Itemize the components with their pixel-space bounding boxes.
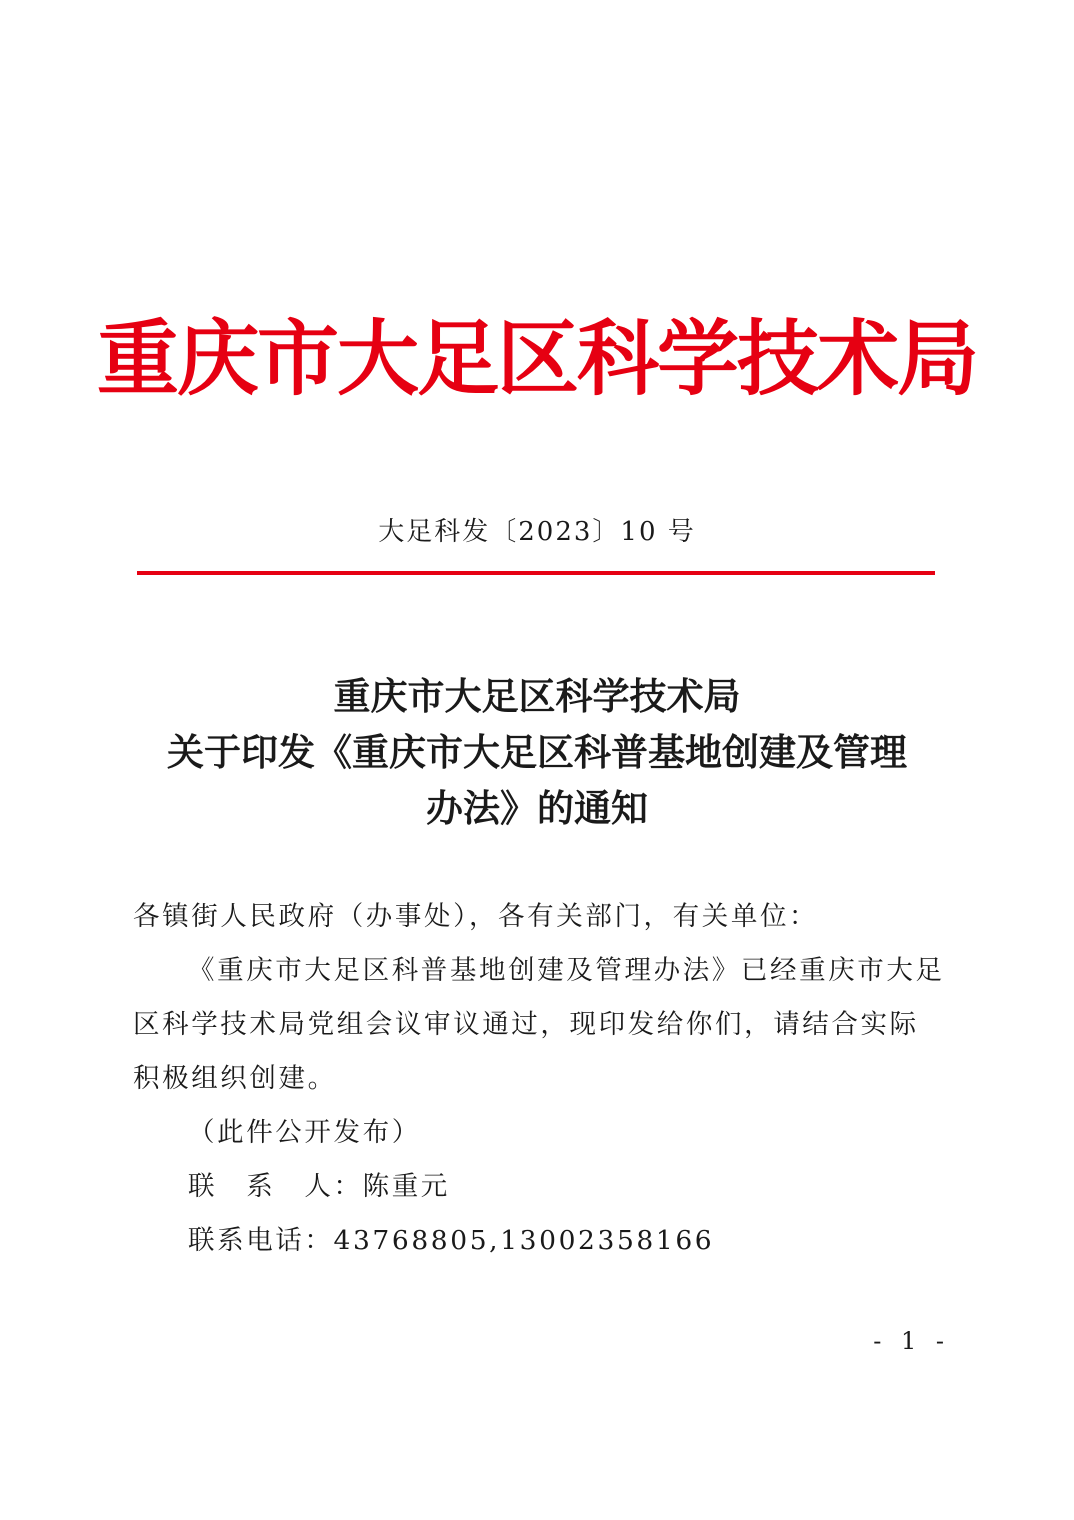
red-divider xyxy=(137,571,935,575)
title-line-2: 关于印发《重庆市大足区科普基地创建及管理 xyxy=(167,730,907,774)
org-header: 重庆市大足区科学技术局 xyxy=(96,312,977,407)
salutation: 各镇街人民政府（办事处），各有关部门，有关单位： xyxy=(133,901,819,932)
document-number: 大足科发〔2023〕10 号 xyxy=(378,517,696,547)
contact-phone xyxy=(133,1214,945,1268)
title-line-1: 重庆市大足区科学技术局 xyxy=(333,674,741,718)
publication-note: （此件公开发布） xyxy=(188,1117,421,1148)
phone-label: 联系电话： xyxy=(188,1225,334,1256)
document-body xyxy=(133,890,945,1268)
contact-person xyxy=(133,1160,945,1214)
contact-label: 联 系 人： xyxy=(188,1171,363,1202)
phone-numbers: 43768805,13002358166 xyxy=(333,1225,715,1256)
title-line-3: 办法》的通知 xyxy=(426,786,648,830)
main-paragraph: 《重庆市大足区科普基地创建及管理办法》已经重庆市大足区科学技术局党组会议审议通过，现印发给你们，请结合实际积极组织创建。 xyxy=(133,955,945,1094)
page-number: - 1 - xyxy=(873,1327,950,1355)
document-title xyxy=(110,668,964,836)
contact-name: 陈重元 xyxy=(362,1171,450,1202)
